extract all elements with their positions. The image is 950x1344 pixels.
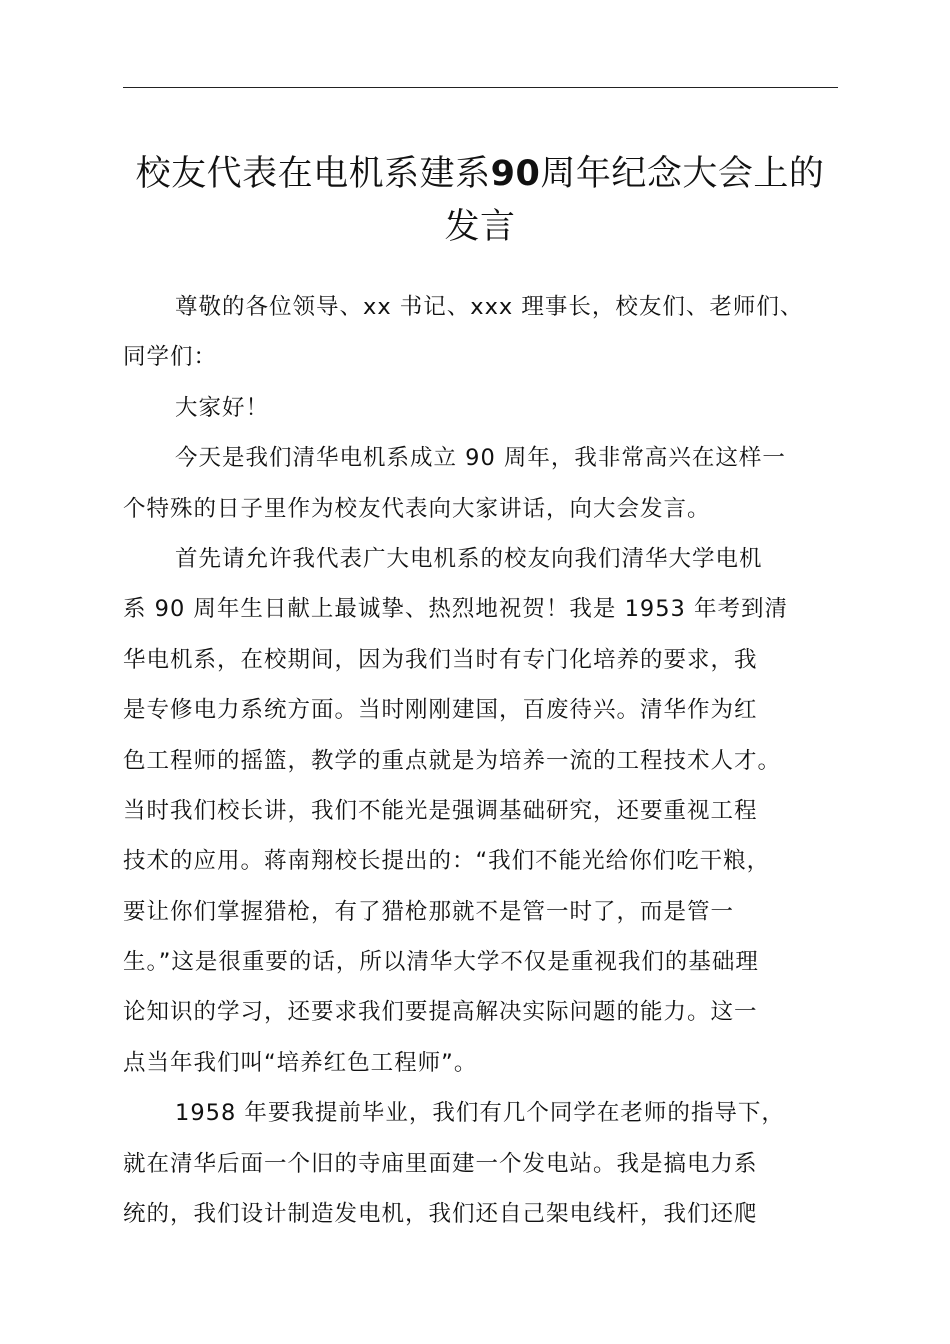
text-line: 统的，我们设计制造发电机，我们还自己架电线杆，我们还爬 (123, 1201, 758, 1228)
text-line: 今天是我们清华电机系成立 90 周年，我非常高兴在这样一 (175, 445, 786, 472)
text-line: 论知识的学习，还要求我们要提高解决实际问题的能力。这一 (123, 999, 758, 1026)
title-line-2: 发言 (444, 207, 516, 247)
text-line: 同学们： (123, 344, 218, 371)
document-body (123, 282, 843, 1239)
paragraph-intro (123, 433, 843, 534)
paragraph-greeting (123, 383, 843, 433)
text-line: 大家好！ (175, 394, 270, 421)
text-line: 尊敬的各位领导、xx 书记、xxx 理事长，校友们、老师们、 (175, 294, 804, 320)
paragraph-1958 (123, 1088, 843, 1239)
text-line: 1958 年要我提前毕业，我们有几个同学在老师的指导下， (175, 1100, 785, 1127)
text-line: 生。”这是很重要的话，所以清华大学不仅是重视我们的基础理 (123, 949, 759, 976)
text-line: 技术的应用。蒋南翔校长提出的：“我们不能光给你们吃干粮， (123, 848, 771, 875)
paragraph-congratulations (123, 534, 843, 1088)
text-line: 点当年我们叫“培养红色工程师”。 (123, 1049, 478, 1076)
text-line: 色工程师的摇篮，教学的重点就是为培养一流的工程技术人才。 (123, 747, 782, 774)
text-line: 是专修电力系统方面。当时刚刚建国，百废待兴。清华作为红 (123, 697, 758, 724)
text-line: 华电机系，在校期间，因为我们当时有专门化培养的要求，我 (123, 646, 758, 673)
text-line: 当时我们校长讲，我们不能光是强调基础研究，还要重视工程 (123, 797, 758, 824)
text-line: 首先请允许我代表广大电机系的校友向我们清华大学电机 (175, 545, 763, 572)
paragraph-salutation (123, 282, 843, 383)
text-line: 系 90 周年生日献上最诚挚、热烈地祝贺！我是 1953 年考到清 (123, 596, 789, 623)
text-line: 要让你们掌握猎枪，有了猎枪那就不是管一时了，而是管一 (123, 898, 735, 925)
document-title (100, 148, 860, 254)
text-line: 就在清华后面一个旧的寺庙里面建一个发电站。我是搞电力系 (123, 1150, 758, 1177)
text-line: 个特殊的日子里作为校友代表向大家讲话，向大会发言。 (123, 495, 711, 522)
title-line-1: 校友代表在电机系建系90周年纪念大会上的 (135, 154, 825, 194)
header-rule (123, 87, 838, 88)
